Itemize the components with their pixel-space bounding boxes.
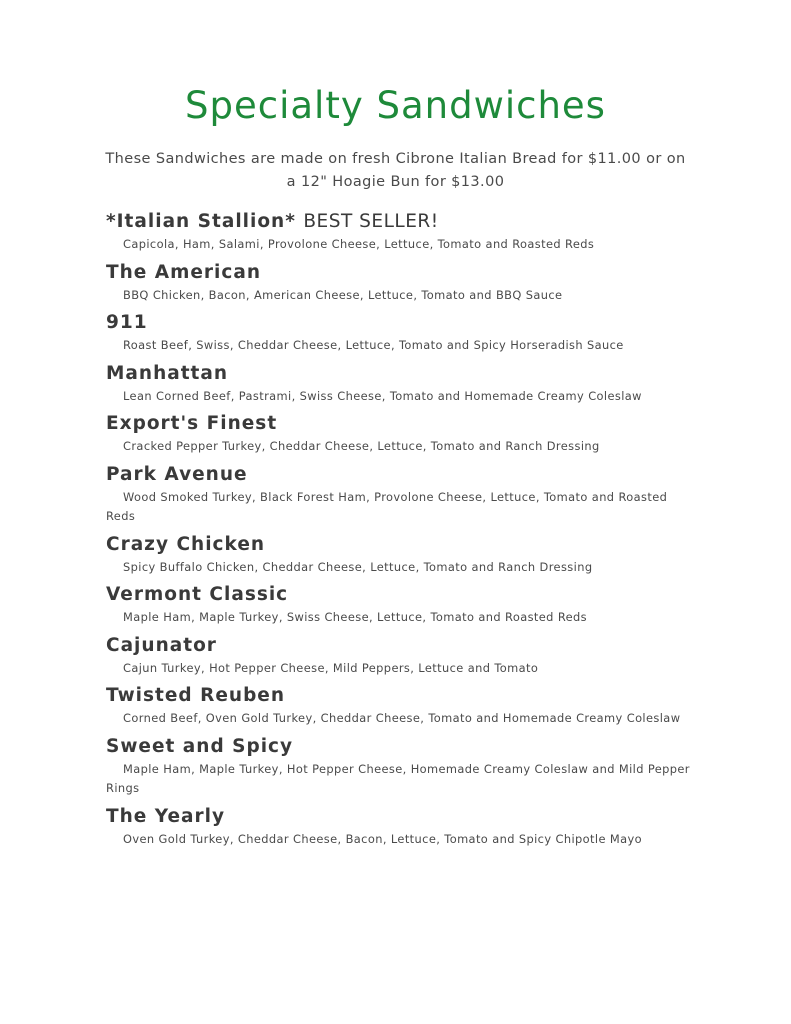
item-description: Oven Gold Turkey, Cheddar Cheese, Bacon, Lettuce, Tomato and Spicy Chipotle Mayo: [123, 831, 643, 846]
item-description: Capicola, Ham, Salami, Provolone Cheese, Lettuce, Tomato and Roasted Reds: [123, 237, 595, 251]
item-description: Lean Corned Beef, Pastrami, Swiss Cheese, Tomato and Homemade Creamy Coleslaw: [123, 388, 642, 403]
menu-item: [106, 733, 696, 799]
item-name: Park Avenue: [106, 463, 248, 485]
item-name: Cajunator: [106, 634, 217, 656]
item-description: Corned Beef, Oven Gold Turkey, Cheddar Cheese, Tomato and Homemade Creamy Coleslaw: [123, 711, 681, 725]
page-title: Specialty Sandwiches: [185, 84, 606, 127]
item-description: Maple Ham, Maple Turkey, Swiss Cheese, Lettuce, Tomato and Roasted Reds: [123, 610, 588, 624]
menu-item: [106, 259, 696, 306]
item-name: The American: [106, 261, 262, 283]
menu-item: [106, 682, 696, 729]
menu-item: [106, 461, 696, 527]
item-name: 911: [106, 312, 148, 333]
item-description: Cracked Pepper Turkey, Cheddar Cheese, Lettuce, Tomato and Ranch Dressing: [123, 439, 600, 453]
menu-item: [106, 803, 696, 850]
item-description: Maple Ham, Maple Turkey, Hot Pepper Cheese, Homemade Creamy Coleslaw and Mild Pepper Rings: [106, 761, 690, 795]
item-name: Crazy Chicken: [106, 533, 266, 555]
menu-item: [106, 632, 696, 679]
menu-item: [106, 360, 696, 407]
menu-item: [106, 309, 696, 356]
menu-item: [106, 581, 696, 628]
item-description: Roast Beef, Swiss, Cheddar Cheese, Lettuce, Tomato and Spicy Horseradish Sauce: [123, 338, 624, 352]
item-name: *Italian Stallion*: [106, 211, 296, 232]
sandwich-menu: [106, 208, 696, 853]
item-description: BBQ Chicken, Bacon, American Cheese, Lettuce, Tomato and BBQ Sauce: [123, 287, 563, 302]
item-name: Twisted Reuben: [106, 685, 286, 706]
page-subtitle: These Sandwiches are made on fresh Cibrone Italian Bread for $11.00 or on a 12" Hoagie Bun for $13.00: [105, 151, 686, 190]
menu-item: [106, 531, 696, 578]
item-name: Vermont Classic: [106, 584, 289, 605]
item-description: Cajun Turkey, Hot Pepper Cheese, Mild Peppers, Lettuce and Tomato: [123, 660, 539, 675]
item-description: Wood Smoked Turkey, Black Forest Ham, Provolone Cheese, Lettuce, Tomato and Roasted Reds: [106, 489, 668, 523]
item-name: The Yearly: [106, 805, 226, 827]
best-seller-tag: BEST SELLER!: [303, 211, 439, 232]
item-name: Manhattan: [106, 362, 229, 384]
menu-item: [106, 410, 696, 457]
item-name: Sweet and Spicy: [106, 735, 294, 757]
item-description: Spicy Buffalo Chicken, Cheddar Cheese, Lettuce, Tomato and Ranch Dressing: [123, 559, 593, 574]
menu-item: [106, 208, 696, 255]
item-name: Export's Finest: [106, 413, 278, 434]
